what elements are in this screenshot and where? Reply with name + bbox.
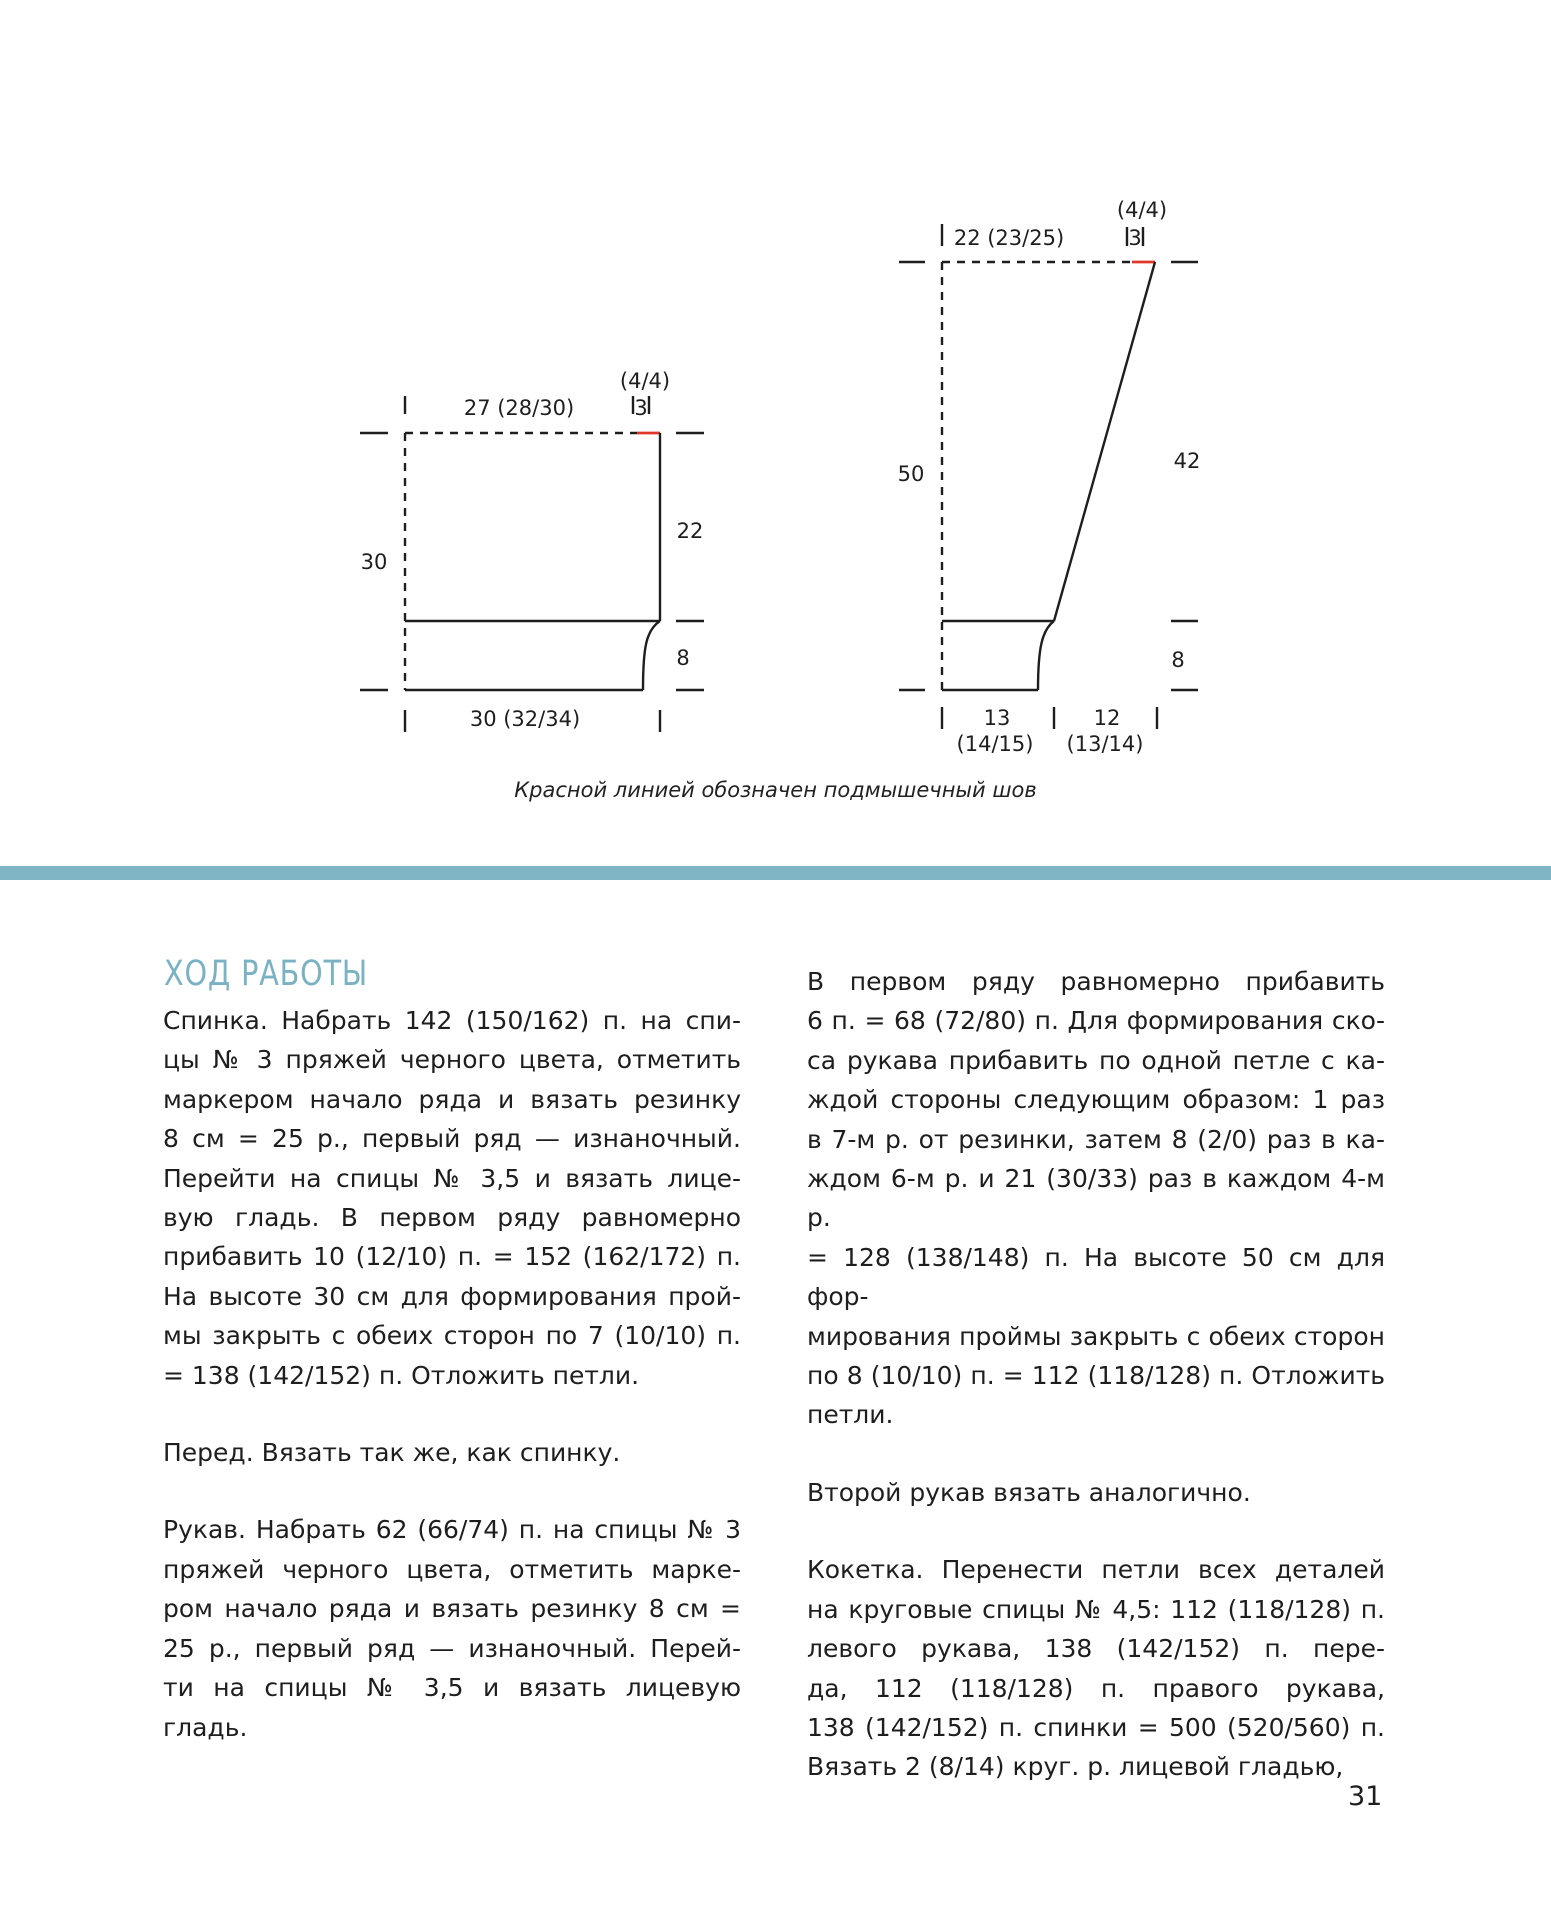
- sleeve-seam-top-label: (4/4): [1116, 198, 1168, 222]
- sleeve-top-width-label: 22 (23/25): [953, 226, 1065, 250]
- knitting-schema: [0, 0, 1551, 820]
- accent-band: [0, 866, 1551, 880]
- sleeve-schema: [899, 224, 1198, 729]
- text-line: пряжей черного цвета, отметить марке-: [163, 1554, 741, 1584]
- paragraph: [807, 962, 1385, 1435]
- text-line: в 7-м р. от резинки, затем 8 (2/0) раз в ка-: [807, 1124, 1385, 1154]
- text-line: ром начало ряда и вязать резинку 8 см =: [163, 1594, 741, 1624]
- text-line: петли.: [807, 1400, 894, 1430]
- paragraph-gap: [163, 1472, 741, 1510]
- text-line: Рукав. Набрать 62 (66/74) п. на спицы № 3: [163, 1515, 741, 1545]
- sleeve-bottom-right-label-b: (13/14): [1066, 732, 1144, 756]
- body-seam-width-label: 3: [634, 396, 648, 420]
- text-line: маркером начало ряда и вязать резинку: [163, 1084, 741, 1114]
- body-rib-height-label: 8: [676, 646, 690, 670]
- paragraph: [163, 1510, 741, 1746]
- text-line: ти на спицы № 3,5 и вязать лицевую гладь.: [163, 1673, 741, 1742]
- paragraph-gap: [163, 1395, 741, 1433]
- text-line: 25 р., первый ряд — изнаночный. Перей-: [163, 1633, 741, 1663]
- text-line: 6 п. = 68 (72/80) п. Для формирования ско-: [807, 1006, 1385, 1036]
- body-armhole-height-label: 22: [676, 519, 704, 543]
- text-line: Вязать 2 (8/14) круг. р. лицевой гладью,: [807, 1752, 1344, 1782]
- text-line: 8 см = 25 р., первый ряд — изнаночный.: [163, 1124, 741, 1154]
- paragraph-gap: [807, 1435, 1385, 1473]
- body-bottom-width-label: 30 (32/34): [469, 707, 581, 731]
- text-line: на круговые спицы № 4,5: 112 (118/128) п.: [807, 1594, 1385, 1624]
- text-line: 138 (142/152) п. спинки = 500 (520/560) п.: [807, 1712, 1385, 1742]
- sleeve-height-label: 50: [897, 462, 925, 486]
- text-line: да, 112 (118/128) п. правого рукава,: [807, 1673, 1385, 1703]
- text-line: = 128 (138/148) п. На высоте 50 см для фор-: [807, 1242, 1385, 1312]
- left-text-column: [163, 1001, 741, 1747]
- text-line: На высоте 30 см для формирования прой-: [163, 1281, 741, 1311]
- text-line: левого рукава, 138 (142/152) п. пере-: [807, 1634, 1385, 1664]
- paragraph: [163, 1001, 741, 1395]
- sleeve-rib-curve: [1038, 621, 1054, 690]
- paragraph: [163, 1433, 741, 1472]
- sleeve-seam-width-label: 3: [1128, 226, 1142, 250]
- text-line: мирования проймы закрыть с обеих сторон: [807, 1321, 1385, 1351]
- text-line: ждом 6-м р. и 21 (30/33) раз в каждом 4-м р.: [807, 1164, 1385, 1233]
- body-top-width-label: 27 (28/30): [463, 396, 575, 420]
- sleeve-slope-edge: [1054, 262, 1155, 621]
- paragraph-gap: [807, 1512, 1385, 1550]
- text-line: Перейти на спицы № 3,5 и вязать лице-: [163, 1163, 741, 1193]
- right-text-column: [807, 962, 1385, 1787]
- text-line: са рукава прибавить по одной петле с ка-: [807, 1045, 1385, 1075]
- schema-caption: Красной линией обозначен подмышечный шов: [514, 778, 1037, 802]
- body-seam-top-label: (4/4): [619, 369, 671, 393]
- body-schema: [360, 396, 704, 732]
- sleeve-rib-height-label: 8: [1171, 648, 1185, 672]
- sleeve-slope-height-label: 42: [1173, 449, 1201, 473]
- sleeve-bottom-left-label-a: 13: [983, 706, 1011, 730]
- text-line: Спинка. Набрать 142 (150/162) п. на спи-: [163, 1006, 741, 1035]
- text-line: Кокетка. Перенести петли всех деталей: [807, 1555, 1385, 1585]
- text-line: по 8 (10/10) п. = 112 (118/128) п. Отложить: [807, 1361, 1385, 1391]
- section-heading: ХОД РАБОТЫ: [164, 954, 369, 994]
- paragraph: [807, 1550, 1385, 1786]
- text-line: вую гладь. В первом ряду равномерно: [163, 1203, 741, 1233]
- text-line: В первом ряду равномерно прибавить: [807, 967, 1385, 996]
- text-line: мы закрыть с обеих сторон по 7 (10/10) п.: [163, 1321, 741, 1351]
- text-line: прибавить 10 (12/10) п. = 152 (162/172) п.: [163, 1242, 741, 1272]
- sleeve-bottom-left-label-b: (14/15): [956, 732, 1034, 756]
- body-height-label: 30: [360, 550, 388, 574]
- text-line: Перед. Вязать так же, как спинку.: [163, 1438, 621, 1468]
- body-rib-curve: [643, 621, 660, 690]
- text-line: цы № 3 пряжей черного цвета, отметить: [163, 1045, 741, 1075]
- sleeve-bottom-right-label-a: 12: [1093, 706, 1121, 730]
- text-line: ждой стороны следующим образом: 1 раз: [807, 1085, 1385, 1115]
- page-number: 31: [1348, 1781, 1383, 1812]
- text-line: = 138 (142/152) п. Отложить петли.: [163, 1360, 640, 1390]
- text-line: Второй рукав вязать аналогично.: [807, 1477, 1251, 1507]
- paragraph: [807, 1473, 1385, 1512]
